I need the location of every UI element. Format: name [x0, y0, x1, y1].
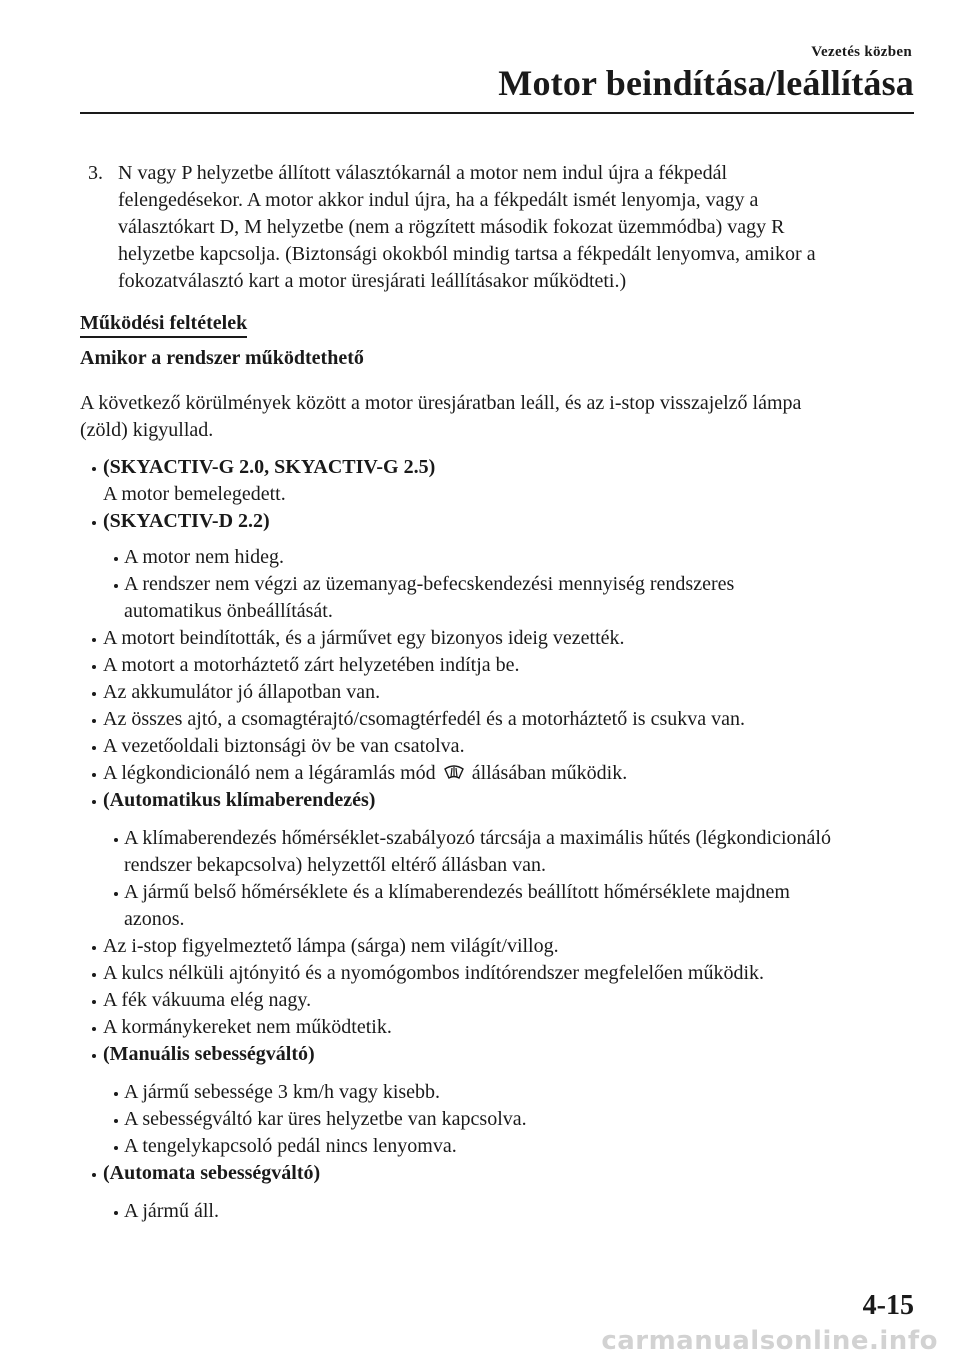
bullet [92, 467, 96, 471]
page-title: Motor beindítása/leállítása [498, 63, 914, 103]
group-header: (Manuális sebességváltó) [103, 1043, 315, 1065]
list-item [103, 760, 627, 789]
bullet [92, 638, 96, 642]
list-number: 3. [88, 162, 103, 184]
list-item: A rendszer nem végzi az üzemanyag-befecskendezési mennyiség rendszeres [124, 573, 735, 595]
bullet [92, 973, 96, 977]
list-item-text: állásában működik. [471, 762, 628, 784]
bullet [114, 584, 118, 588]
list-item: A kulcs nélküli ajtónyitó és a nyomógombos indítórendszer megfelelően működik. [103, 962, 764, 984]
list-item: A motor nem hideg. [124, 546, 284, 568]
list-item-cont: rendszer bekapcsolva) helyzettől eltérő állásban van. [124, 854, 547, 876]
group-header: (Automatikus klímaberendezés) [103, 789, 376, 811]
list-item: A motort a motorháztető zárt helyzetében indítja be. [103, 654, 520, 676]
list-item: A motort beindították, és a járművet egy bizonyos ideig vezették. [103, 627, 625, 649]
bullet [92, 692, 96, 696]
watermark: carmanualsonline.info [601, 1326, 938, 1356]
section-heading-text: Működési feltételek [80, 312, 247, 338]
list-item: Az akkumulátor jó állapotban van. [103, 681, 381, 703]
list-item: A jármű áll. [124, 1200, 219, 1222]
list-item: A motor bemelegedett. [103, 483, 286, 505]
section-label: Vezetés közben [811, 44, 912, 60]
list-item: A tengelykapcsoló pedál nincs lenyomva. [124, 1135, 457, 1157]
list-item-cont: azonos. [124, 908, 185, 930]
bullet [114, 838, 118, 842]
bullet [114, 1211, 118, 1215]
bullet [92, 665, 96, 669]
list-item: A sebességváltó kar üres helyzetbe van kapcsolva. [124, 1108, 527, 1130]
list-item: A jármű belső hőmérséklete és a klímaberendezés beállított hőmérséklete majdnem [124, 881, 790, 903]
page-number: 4-15 [862, 1290, 914, 1321]
paragraph-line: fokozatválasztó kart a motor üresjárati leállításakor működteti.) [118, 270, 627, 292]
bullet [92, 773, 96, 777]
bullet [92, 946, 96, 950]
list-item-cont: automatikus önbeállítását. [124, 600, 333, 622]
bullet [92, 746, 96, 750]
paragraph-line: felengedésekor. A motor akkor indul újra, ha a fékpedált ismét lenyomja, vagy a [118, 189, 759, 211]
list-item: A vezetőoldali biztonsági öv be van csatolva. [103, 735, 465, 757]
bullet [92, 1000, 96, 1004]
list-item-text: A légkondicionáló nem a légáramlás mód [103, 762, 436, 784]
paragraph-line: helyzetbe kapcsolja. (Biztonsági okokból mindig tartsa a fékpedált lenyomva, amikor a [118, 243, 816, 265]
list-item: Az összes ajtó, a csomagtérajtó/csomagtérfedél és a motorháztető is csukva van. [103, 708, 745, 730]
bullet [92, 1027, 96, 1031]
list-item: A klímaberendezés hőmérséklet-szabályozó tárcsája a maximális hűtés (légkondicionáló [124, 827, 831, 849]
bullet [92, 1054, 96, 1058]
list-item: A kormánykereket nem működtetik. [103, 1016, 392, 1038]
bullet [114, 1092, 118, 1096]
bullet [92, 1173, 96, 1177]
group-header: (Automata sebességváltó) [103, 1162, 321, 1184]
bullet [92, 521, 96, 525]
list-item: Az i-stop figyelmeztető lámpa (sárga) nem világít/villog. [103, 935, 559, 957]
intro-line: A következő körülmények között a motor üresjáratban leáll, és az i-stop visszajelző lámpa [80, 392, 802, 414]
header-divider [80, 112, 914, 114]
windshield-defrost-icon [444, 762, 464, 789]
subheading: Amikor a rendszer működtethető [80, 347, 364, 369]
bullet [114, 1119, 118, 1123]
list-item: A fék vákuuma elég nagy. [103, 989, 312, 1011]
intro-line: (zöld) kigyullad. [80, 419, 214, 441]
paragraph-line: N vagy P helyzetbe állított választókarnál a motor nem indul újra a fékpedál [118, 162, 728, 184]
bullet [92, 719, 96, 723]
section-heading [80, 310, 247, 337]
group-header: (SKYACTIV-G 2.0, SKYACTIV-G 2.5) [103, 456, 436, 478]
group-header: (SKYACTIV-D 2.2) [103, 510, 270, 532]
bullet [92, 800, 96, 804]
bullet [114, 892, 118, 896]
list-item: A jármű sebessége 3 km/h vagy kisebb. [124, 1081, 441, 1103]
bullet [114, 1146, 118, 1150]
bullet [114, 557, 118, 561]
paragraph-line: választókart D, M helyzetbe (nem a rögzített második fokozat üzemmódba) vagy R [118, 216, 785, 238]
